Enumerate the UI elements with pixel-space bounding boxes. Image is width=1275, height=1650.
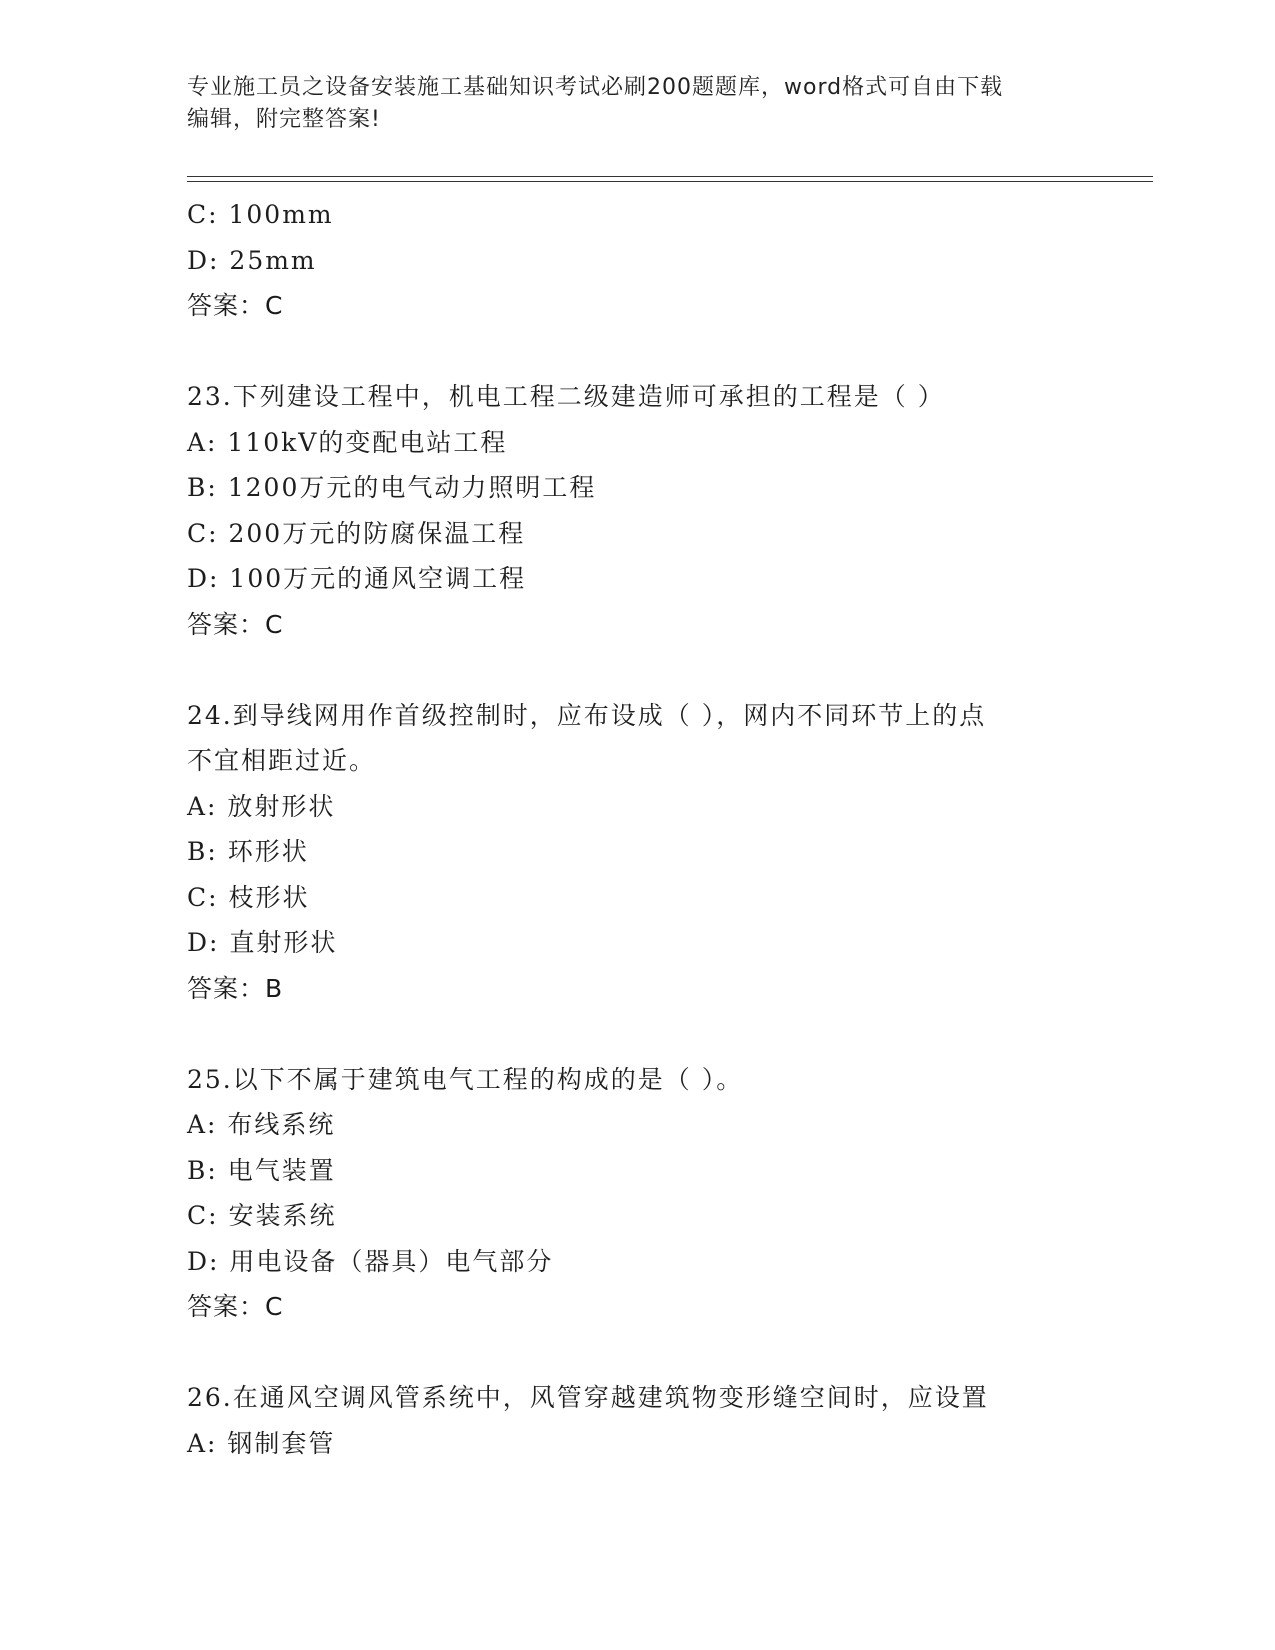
option-a: A: 布线系统 — [187, 1110, 336, 1139]
spacer — [187, 329, 1067, 375]
option-b: B: 1200万元的电气动力照明工程 — [187, 473, 597, 502]
option-b: B: 电气装置 — [187, 1155, 336, 1185]
header-title-line-2: 编辑，附完整答案! — [187, 107, 381, 132]
option-c: C: 200万元的防腐保温工程 — [187, 518, 526, 548]
option-c: C: 100mm — [187, 200, 334, 229]
option-d: D: 100万元的通风空调工程 — [187, 564, 527, 593]
answer-line: 答案：C — [187, 1292, 284, 1321]
option-a: A: 110kV的变配电站工程 — [187, 427, 508, 457]
question-content — [187, 192, 1067, 1466]
header-divider-bottom — [187, 181, 1153, 182]
question-stem-continued: 不宜相距过近。 — [187, 746, 377, 775]
question-block-25 — [187, 1057, 1067, 1330]
option-a: A: 放射形状 — [187, 791, 336, 821]
answer-line: 答案：B — [187, 973, 284, 1003]
question-block-26 — [187, 1375, 1067, 1466]
option-d: D: 用电设备（器具）电气部分 — [187, 1246, 554, 1276]
answer-line: 答案：C — [187, 609, 284, 639]
header-title-line-1: 专业施工员之设备安装施工基础知识考试必刷200题题库，word格式可自由下载 — [187, 75, 1004, 100]
option-a: A: 钢制套管 — [187, 1428, 336, 1458]
answer-line: 答案：C — [187, 291, 284, 320]
option-d: D: 直射形状 — [187, 928, 338, 957]
question-block-23 — [187, 374, 1067, 647]
spacer — [187, 1330, 1067, 1376]
spacer — [187, 647, 1067, 693]
question-stem: 23.下列建设工程中，机电工程二级建造师可承担的工程是（ ） — [187, 382, 945, 411]
spacer — [187, 1011, 1067, 1057]
page-header — [187, 72, 1067, 136]
option-b: B: 环形状 — [187, 837, 309, 866]
question-block-24 — [187, 693, 1067, 1012]
question-stem: 25.以下不属于建筑电气工程的构成的是（ ）。 — [187, 1064, 744, 1094]
question-block-carryover — [187, 192, 1067, 329]
header-divider-top — [187, 176, 1153, 177]
option-c: C: 安装系统 — [187, 1201, 337, 1230]
question-stem: 24.到导线网用作首级控制时，应布设成（ ），网内不同环节上的点 — [187, 700, 987, 730]
option-d: D: 25mm — [187, 245, 317, 275]
question-stem: 26.在通风空调风管系统中，风管穿越建筑物变形缝空间时，应设置 — [187, 1383, 989, 1412]
option-c: C: 枝形状 — [187, 882, 310, 912]
